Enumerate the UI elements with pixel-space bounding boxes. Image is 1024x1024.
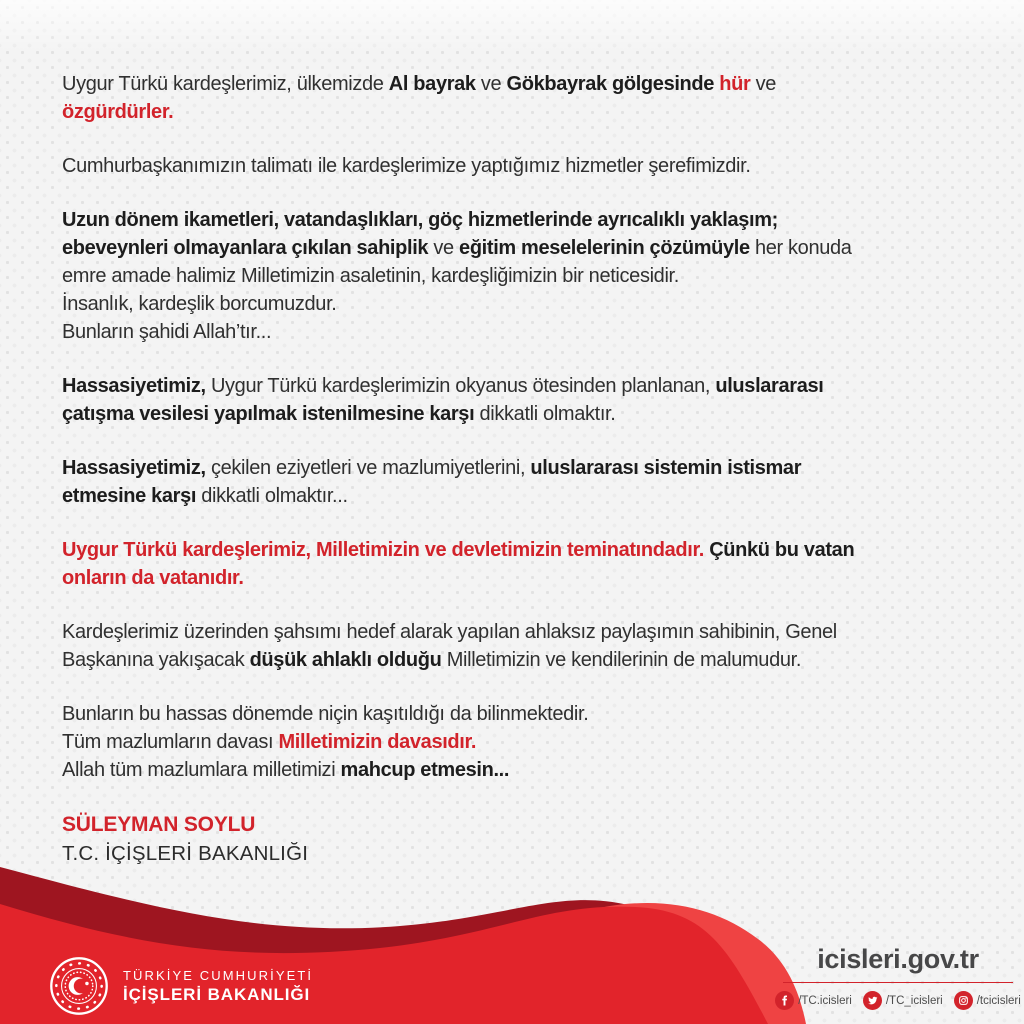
text-line (62, 482, 992, 510)
text-run: uluslararası (715, 375, 824, 397)
signature-name: SÜLEYMAN SOYLU (62, 813, 256, 836)
text-run: Tüm mazlumların davası (62, 731, 279, 753)
text-line (62, 728, 992, 756)
text-run: ve (428, 237, 460, 259)
twitter-icon (863, 991, 882, 1010)
text-run: onların da vatanıdır. (62, 567, 244, 589)
text-line (62, 646, 992, 674)
paragraph (62, 454, 992, 510)
text-line (62, 372, 992, 400)
paragraph (62, 206, 992, 346)
text-line (62, 70, 992, 98)
text-line (62, 564, 992, 592)
text-run: Başkanına yakışacak (62, 649, 250, 671)
text-run: Hassasiyetimiz, (62, 457, 206, 479)
paragraph (62, 372, 992, 428)
text-run: İnsanlık, kardeşlik borcumuzdur. (62, 293, 337, 315)
paragraph (62, 618, 992, 674)
text-run: ve (475, 73, 507, 95)
text-line (62, 618, 992, 646)
text-run: etmesine karşı (62, 485, 197, 507)
text-line (62, 234, 992, 262)
text-line (62, 318, 992, 346)
text-run: uluslararası sistemin istismar (530, 457, 802, 479)
ministry-name (123, 967, 313, 1005)
text-run: düşük ahlaklı olduğu (249, 649, 442, 671)
text-run: ebeveynleri olmayanlara çıkılan sahiplik (62, 237, 429, 259)
text-run: Uzun dönem ikametleri, vatandaşlıkları, göç hizmetlerinde ayrıcalıklı yaklaşım; (62, 209, 778, 231)
statement-text-column (62, 70, 992, 868)
text-run: Milletimizin davasıdır. (278, 731, 477, 753)
social-twitter (863, 991, 943, 1010)
text-run: Bunların şahidi Allah’tır... (62, 321, 272, 343)
text-run: her konuda (749, 237, 852, 259)
instagram-handle: /tcicisleri (976, 994, 1021, 1007)
paragraph (62, 700, 992, 784)
paragraph (62, 152, 992, 180)
text-run: hür (719, 73, 751, 95)
social-links-row (783, 991, 1021, 1010)
statement-body (62, 70, 992, 784)
social-instagram (954, 991, 1021, 1010)
text-run: Al bayrak (388, 73, 476, 95)
text-run: mahcup etmesin... (340, 759, 510, 781)
text-run: Cumhurbaşkanımızın talimatı ile kardeşlerimize yaptığımız hizmetler şerefimizdir. (62, 155, 751, 177)
text-run: Allah tüm mazlumlara milletimizi (62, 759, 341, 781)
text-run: özgürdürler. (62, 101, 174, 123)
footer-contact-block (783, 944, 1021, 1010)
twitter-handle: /TC_icisleri (885, 994, 943, 1007)
text-run: dikkatli olmaktır. (474, 403, 616, 425)
website-url: icisleri.gov.tr (783, 944, 1013, 983)
text-run: Uygur Türkü kardeşlerimiz, ülkemizde (62, 73, 389, 95)
text-run: ve (750, 73, 777, 95)
text-line (62, 700, 992, 728)
paragraph (62, 536, 992, 592)
text-line (62, 400, 992, 428)
text-run: Uygur Türkü kardeşlerimizin okyanus ötesinden planlanan, (205, 375, 716, 397)
ministry-emblem-icon (48, 955, 110, 1017)
text-run: emre amade halimiz Milletimizin asaletinin, kardeşliğimizin bir neticesidir. (62, 265, 679, 287)
facebook-handle: /TC.icisleri (798, 994, 852, 1007)
text-run: Bunların bu hassas dönemde niçin kaşıtıldığı da bilinmektedir. (62, 703, 589, 725)
footer-ministry-identity (48, 955, 313, 1017)
facebook-icon (775, 991, 794, 1010)
instagram-icon (954, 991, 973, 1010)
text-run: Uygur Türkü kardeşlerimiz, Milletimizin ve devletimizin teminatındadır. (62, 539, 704, 561)
text-line (62, 98, 992, 126)
ministry-name-line2: İÇİŞLERİ BAKANLIĞI (123, 985, 311, 1004)
text-run: eğitim meselelerinin çözümüyle (459, 237, 750, 259)
text-line (62, 290, 992, 318)
text-run: Kardeşlerimiz üzerinden şahsımı hedef alarak yapılan ahlaksız paylaşımın sahibinin, Genel (62, 621, 837, 643)
signature-org: T.C. İÇİŞLERİ BAKANLIĞI (62, 842, 309, 865)
text-run: çatışma vesilesi yapılmak istenilmesine karşı (62, 403, 475, 425)
text-run: Milletimizin ve kendilerinin de malumudur. (441, 649, 802, 671)
text-run: çekilen eziyetleri ve mazlumiyetlerini, (205, 457, 531, 479)
text-line (62, 206, 992, 234)
text-line (62, 262, 992, 290)
text-line (62, 756, 992, 784)
text-line (62, 536, 992, 564)
paragraph (62, 70, 992, 126)
social-facebook (775, 991, 852, 1010)
text-line (62, 152, 992, 180)
text-line (62, 454, 992, 482)
text-run: Hassasiyetimiz, (62, 375, 206, 397)
text-run: dikkatli olmaktır... (196, 485, 348, 507)
text-run: Çünkü bu vatan (704, 539, 855, 561)
text-run: Gökbayrak gölgesinde (506, 73, 720, 95)
ministry-name-line1: TÜRKİYE CUMHURİYETİ (123, 968, 314, 983)
